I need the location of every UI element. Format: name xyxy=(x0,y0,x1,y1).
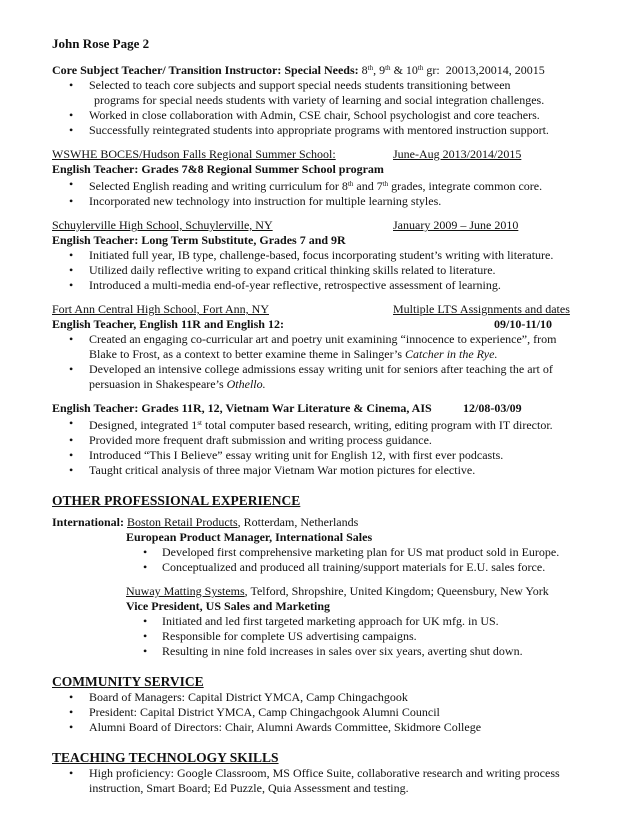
boces-org: WSWHE BOCES/Hudson Falls Regional Summer School: xyxy=(52,147,336,161)
fortann-org-row xyxy=(52,302,597,317)
list-item: • Successfully reintegrated students into appropriate programs with mentored instruction support. xyxy=(52,123,597,138)
list-item: • Conceptualized and produced all training/support materials for E.U. sales force. xyxy=(52,560,597,575)
company-1-location: , Rotterdam, Netherlands xyxy=(237,515,359,529)
bullet-text-part: Blake to Frost, as a context to better examine theme in Salinger’s xyxy=(89,347,403,361)
bullet-text: High proficiency: Google Classroom, MS Office Suite, collaborative research and writing process xyxy=(89,766,560,780)
tech-bullets xyxy=(52,766,597,796)
fortann2-bullets xyxy=(52,416,597,478)
list-item: • Board of Managers: Capital District YMCA, Camp Chingachgook xyxy=(52,690,597,705)
intl-row xyxy=(52,515,597,530)
list-item xyxy=(52,78,597,108)
list-item: • Introduced a multi-media end-of-year reflective, retrospective assessment of learning. xyxy=(52,278,597,293)
list-item: • Initiated and led first targeted marketing approach for UK mfg. in US. xyxy=(52,614,597,629)
bullet-text-cont xyxy=(89,347,597,362)
company-1: Boston Retail Products xyxy=(127,515,238,529)
fortann-title: English Teacher, English 11R and English 12: xyxy=(52,317,284,331)
company-2-location: , Telford, Shropshire, United Kingdom; Queensbury, New York xyxy=(244,584,549,598)
list-item: • Worked in close collaboration with Admin, CSE chair, School psychologist and core teachers. xyxy=(52,108,597,123)
list-item: • Initiated full year, IB type, challenge-based, focus incorporating student’s writing with literature. xyxy=(52,248,597,263)
community-bullets xyxy=(52,690,597,735)
bullet-text-part: persuasion in Shakespeare’s xyxy=(89,377,224,391)
schuylerville-org: Schuylerville High School, Schuylerville, NY xyxy=(52,218,273,232)
list-item: • Resulting in nine fold increases in sales over six years, averting shut down. xyxy=(52,644,597,659)
core-bullets xyxy=(52,78,597,138)
resume-page xyxy=(52,36,597,796)
list-item xyxy=(52,766,597,796)
fortann-bullets xyxy=(52,332,597,392)
section-heading-tech: TEACHING TECHNOLOGY SKILLS xyxy=(52,750,279,765)
fortann-dates: Multiple LTS Assignments and dates xyxy=(393,302,570,316)
fortann-title-dates: 09/10-11/10 xyxy=(494,317,553,331)
core-heading xyxy=(52,61,597,78)
boces-title: English Teacher: Grades 7&8 Regional Summer School program xyxy=(52,162,384,176)
schuylerville-bullets xyxy=(52,248,597,293)
bullet-text: Developed an intensive college admissions essay writing unit for seniors after teaching the art of xyxy=(89,362,553,376)
schuylerville-title: English Teacher: Long Term Substitute, Grades 7 and 9R xyxy=(52,233,346,247)
list-item: • Introduced “This I Believe” essay writing unit for English 12, with first ever podcasts. xyxy=(52,448,597,463)
company-2-row xyxy=(52,584,597,599)
fortann2-title: English Teacher: Grades 11R, 12, Vietnam War Literature & Cinema, AIS xyxy=(52,401,432,415)
list-item xyxy=(52,362,597,392)
fortann-org: Fort Ann Central High School, Fort Ann, NY xyxy=(52,302,270,316)
section-heading-other: OTHER PROFESSIONAL EXPERIENCE xyxy=(52,493,301,508)
boces-org-row xyxy=(52,147,597,162)
bullet-text-cont: instruction, Smart Board; Ed Puzzle, Quia Assessment and testing. xyxy=(89,781,409,795)
intl-label: International: xyxy=(52,515,124,529)
list-item: • Taught critical analysis of three major Vietnam War motion pictures for elective. xyxy=(52,463,597,478)
list-item: • Provided more frequent draft submission and writing process guidance. xyxy=(52,433,597,448)
list-item: • Utilized daily reflective writing to expand critical thinking skills related to literature. xyxy=(52,263,597,278)
fortann2-title-row xyxy=(52,401,597,416)
list-item: • Alumni Board of Directors: Chair, Alumni Awards Committee, Skidmore College xyxy=(52,720,597,735)
schuylerville-org-row xyxy=(52,218,597,233)
book-title: Othello. xyxy=(226,377,266,391)
list-item: • Designed, integrated 1st total computer based research, writing, editing program with IT director. xyxy=(52,416,597,433)
core-title: Core Subject Teacher/ Transition Instructor: Special Needs: xyxy=(52,63,359,77)
boces-bullets xyxy=(52,177,597,209)
section-heading-community: COMMUNITY SERVICE xyxy=(52,674,204,689)
role-2: Vice President, US Sales and Marketing xyxy=(126,599,330,613)
book-title: Catcher in the Rye. xyxy=(405,347,498,361)
role-1: European Product Manager, International Sales xyxy=(126,530,373,544)
list-item: • Selected English reading and writing curriculum for 8th and 7th grades, integrate common core. xyxy=(52,177,597,194)
company-1-bullets xyxy=(52,545,597,575)
boces-dates: June-Aug 2013/2014/2015 xyxy=(393,147,522,161)
list-item: • Developed first comprehensive marketing plan for US mat product sold in Europe. xyxy=(52,545,597,560)
list-item: • President: Capital District YMCA, Camp Chingachgook Alumni Council xyxy=(52,705,597,720)
bullet-text: Selected to teach core subjects and support special needs students transitioning between xyxy=(89,78,511,92)
company-2: Nuway Matting Systems xyxy=(126,584,245,598)
page-title: John Rose Page 2 xyxy=(52,36,150,51)
list-item: • Responsible for complete US advertising campaigns. xyxy=(52,629,597,644)
schuylerville-dates: January 2009 – June 2010 xyxy=(393,218,519,232)
list-item xyxy=(52,332,597,362)
company-2-bullets xyxy=(52,614,597,659)
bullet-text-cont: programs for special needs students with variety of learning and social integration challenges. xyxy=(94,93,545,107)
core-grades: 8th, 9th & 10th gr: 20013,20014, 20015 xyxy=(361,63,545,77)
bullet-text: Created an engaging co-curricular art and poetry unit examining “innocence to experience”, from xyxy=(89,332,557,346)
fortann2-dates: 12/08-03/09 xyxy=(463,401,522,415)
list-item: • Incorporated new technology into instruction for multiple learning styles. xyxy=(52,194,597,209)
bullet-text-cont xyxy=(89,377,597,392)
fortann-title-row xyxy=(52,317,597,332)
